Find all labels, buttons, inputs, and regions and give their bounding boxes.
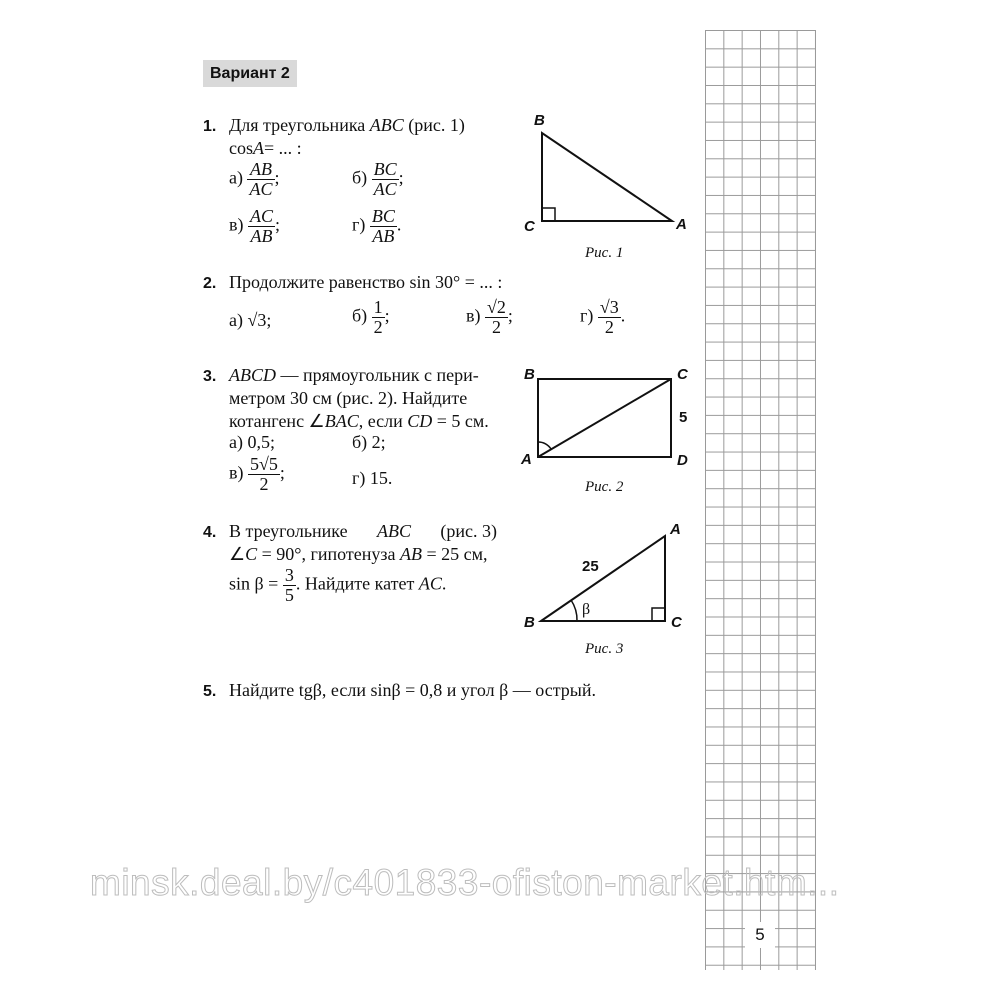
hyp-var: AB bbox=[400, 544, 423, 564]
task-1-option-c bbox=[229, 207, 280, 246]
task-3-option-c bbox=[229, 455, 285, 494]
option-value: √3 bbox=[247, 310, 267, 330]
option-key: а) bbox=[229, 167, 243, 188]
fig3-hypotenuse: 25 bbox=[582, 558, 599, 575]
task-4-line1 bbox=[229, 520, 497, 543]
task-4-line2 bbox=[229, 543, 488, 566]
cond-mid: , если bbox=[358, 411, 403, 431]
task-3-option-a bbox=[229, 431, 275, 454]
cos-var: A bbox=[253, 138, 264, 158]
option-tail: ; bbox=[380, 432, 386, 452]
page-number: 5 bbox=[745, 922, 775, 948]
task-2-option-c bbox=[466, 298, 513, 337]
task-2-option-d bbox=[580, 298, 625, 337]
task-1-option-a bbox=[229, 160, 280, 199]
frac-den: 2 bbox=[604, 316, 614, 337]
diagonal-ac bbox=[538, 379, 671, 457]
option-key: б) bbox=[352, 432, 368, 452]
option-key: а) bbox=[229, 432, 243, 452]
task-2-option-a bbox=[229, 309, 271, 332]
option-key: а) bbox=[229, 310, 243, 330]
option-key: в) bbox=[466, 305, 481, 326]
task-3-option-d bbox=[352, 467, 392, 490]
angle-sign: ∠ bbox=[229, 544, 246, 564]
option-key: г) bbox=[580, 305, 594, 326]
option-key: г) bbox=[352, 214, 366, 235]
task-4-number: 4. bbox=[203, 524, 217, 541]
task-5-text: Найдите tgβ, если sinβ = 0,8 и угол β — острый. bbox=[229, 680, 597, 700]
fig1-label-a: A bbox=[676, 216, 687, 233]
fig2-caption: Рис. 2 bbox=[585, 479, 624, 495]
option-tail: ; bbox=[274, 167, 280, 188]
task-1-option-d bbox=[352, 207, 401, 246]
hyp-tail: = 25 см, bbox=[426, 544, 488, 564]
triangle-name: ABC bbox=[376, 521, 411, 541]
cond-tail: = 5 см. bbox=[436, 411, 489, 431]
frac-den: 2 bbox=[259, 473, 269, 494]
hyp-text: = 90°, гипотенуза bbox=[261, 544, 396, 564]
option-key: в) bbox=[229, 214, 244, 235]
frac-num: AC bbox=[250, 206, 274, 226]
task-1-line2 bbox=[229, 137, 302, 160]
option-tail: ; bbox=[384, 305, 390, 326]
fig1-label-c: C bbox=[524, 218, 535, 235]
task-3-number: 3. bbox=[203, 368, 217, 385]
fig3-label-c: C bbox=[671, 614, 682, 631]
option-tail: ; bbox=[398, 167, 404, 188]
option-value: 15 bbox=[369, 468, 388, 488]
fig2-label-b: B bbox=[524, 366, 535, 383]
right-angle-mark-3 bbox=[652, 608, 665, 621]
task-4-line3 bbox=[229, 566, 446, 605]
option-tail: ; bbox=[269, 432, 275, 452]
frac-num: BC bbox=[371, 206, 395, 226]
fig2-label-c: C bbox=[677, 366, 688, 383]
angle-var: BAC bbox=[324, 411, 359, 431]
variant-title: Вариант 2 bbox=[203, 60, 297, 87]
frac-den: 2 bbox=[373, 316, 383, 337]
cos-label: cos bbox=[229, 138, 253, 158]
option-tail: ; bbox=[507, 305, 513, 326]
fig3-label-a: A bbox=[670, 521, 681, 538]
option-tail: . bbox=[387, 468, 393, 488]
fig3-caption: Рис. 3 bbox=[585, 641, 624, 657]
option-tail: . bbox=[620, 305, 626, 326]
option-tail: ; bbox=[266, 310, 272, 330]
fig2-label-a: A bbox=[521, 451, 532, 468]
frac-den: 5 bbox=[284, 584, 294, 605]
option-key: б) bbox=[352, 305, 368, 326]
fig1-caption: Рис. 1 bbox=[585, 245, 624, 261]
task-5-number: 5. bbox=[203, 683, 217, 700]
fig1-label-b: B bbox=[534, 112, 545, 129]
rect-name: ABCD bbox=[229, 365, 276, 385]
frac-num: AB bbox=[247, 160, 274, 180]
task-3-line3 bbox=[229, 410, 489, 433]
cos-tail: = ... : bbox=[264, 138, 302, 158]
frac-den: AC bbox=[249, 178, 273, 199]
frac-den: AB bbox=[372, 225, 395, 246]
watermark-url: minsk.deal.by/c401833-ofiston-market.htm... bbox=[90, 862, 840, 903]
cot-label: котангенс ∠ bbox=[229, 411, 325, 431]
option-key: в) bbox=[229, 462, 244, 483]
angle-c-var: C bbox=[245, 544, 258, 564]
option-tail: ; bbox=[275, 214, 281, 235]
task-1-option-b bbox=[352, 160, 404, 199]
task-3-line1-text: — прямоугольник с пери- bbox=[280, 365, 479, 385]
graph-paper-margin bbox=[705, 30, 816, 970]
task-4-line1-text: В треугольнике bbox=[229, 521, 348, 541]
side-var: CD bbox=[407, 411, 433, 431]
angle-beta-arc bbox=[571, 600, 577, 621]
frac-den: 2 bbox=[491, 316, 501, 337]
find-tail: . bbox=[441, 573, 447, 594]
fig3-label-b: B bbox=[524, 614, 535, 631]
task-1-line1: Для треугольника bbox=[229, 115, 366, 135]
task-2-text: Продолжите равенство sin 30° = ... : bbox=[229, 272, 503, 292]
task-4-line1-tail: (рис. 3) bbox=[440, 521, 497, 541]
frac-num: 3 bbox=[284, 565, 294, 585]
angle-bac-arc bbox=[538, 442, 551, 449]
option-tail: ; bbox=[279, 462, 285, 483]
frac-den: AB bbox=[250, 225, 273, 246]
option-value: 0,5 bbox=[247, 432, 270, 452]
right-angle-mark bbox=[542, 208, 555, 221]
rectangle-abcd bbox=[538, 379, 671, 457]
find-text: . Найдите катет bbox=[295, 573, 415, 594]
frac-num: √2 bbox=[487, 297, 506, 317]
triangle-abc-3 bbox=[541, 536, 665, 621]
sin-label: sin β = bbox=[229, 573, 279, 594]
task-1-line1-var: ABC bbox=[369, 115, 404, 135]
frac-num: 5√5 bbox=[250, 454, 278, 474]
task-3-line1 bbox=[229, 364, 499, 387]
task-2-option-b bbox=[352, 298, 390, 337]
option-value: 2 bbox=[371, 432, 381, 452]
option-key: б) bbox=[352, 167, 368, 188]
task-1-text bbox=[229, 114, 465, 137]
frac-num: BC bbox=[373, 159, 397, 179]
task-1-line1-tail: (рис. 1) bbox=[408, 115, 465, 135]
fig2-label-d: D bbox=[677, 452, 688, 469]
frac-num: √3 bbox=[599, 297, 619, 317]
task-3-option-b bbox=[352, 431, 386, 454]
fig3-angle-beta: β bbox=[582, 601, 591, 618]
option-tail: . bbox=[396, 214, 402, 235]
fig2-side-length: 5 bbox=[679, 409, 688, 426]
frac-den: AC bbox=[373, 178, 397, 199]
frac-num: 1 bbox=[373, 297, 383, 317]
task-2-number: 2. bbox=[203, 275, 217, 292]
triangle-abc bbox=[542, 133, 672, 221]
option-key: г) bbox=[352, 468, 366, 488]
task-1-number: 1. bbox=[203, 118, 217, 135]
task-3-line2: метром 30 см (рис. 2). Найдите bbox=[229, 388, 468, 408]
leg-var: AC bbox=[418, 573, 442, 594]
